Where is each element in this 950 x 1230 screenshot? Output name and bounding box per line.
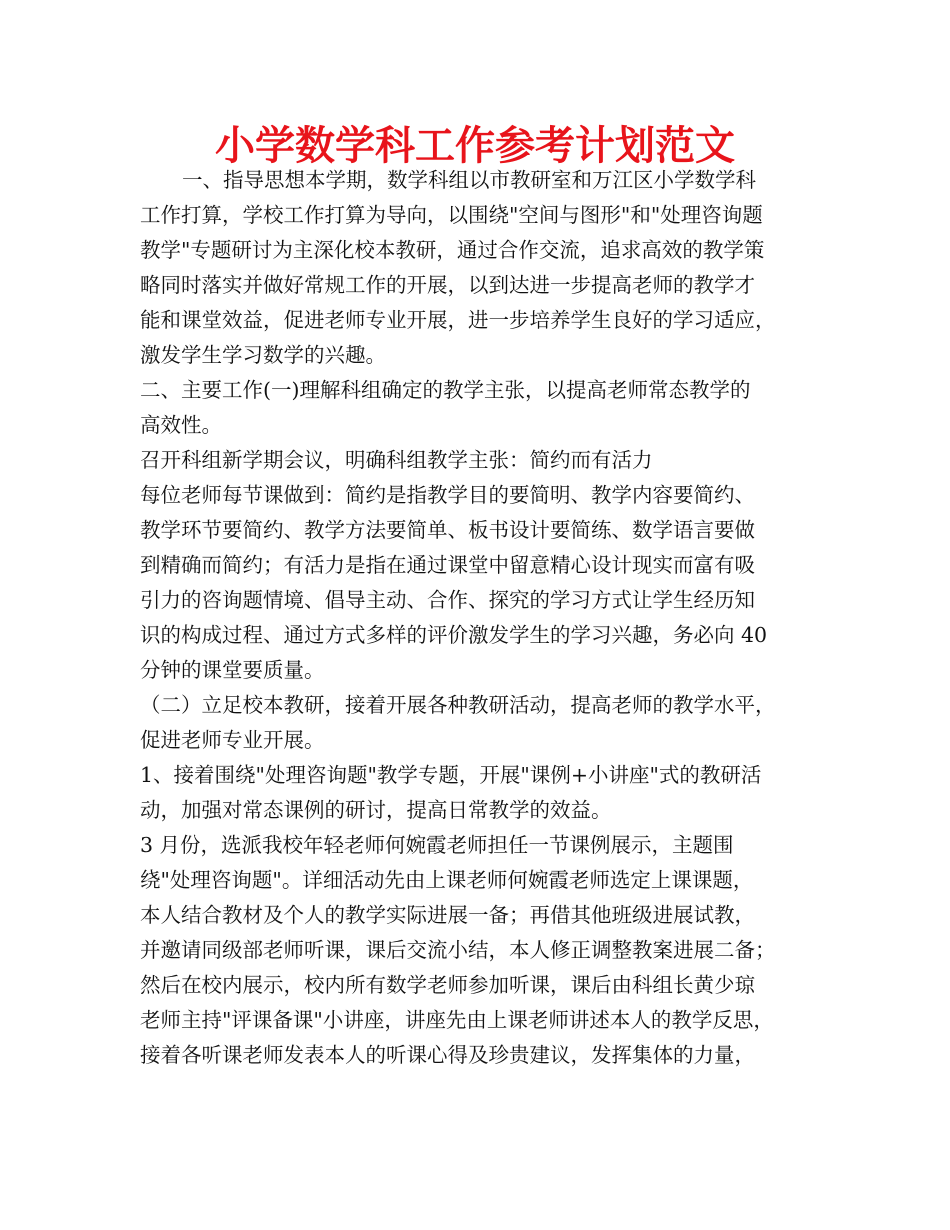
body-line: 老师主持"评课备课"小讲座，讲座先由上课老师讲述本人的教学反思， <box>140 1008 774 1032</box>
body-line: 1、接着围绕"处理咨询题"教学专题，开展"课例+小讲座"式的教研活 <box>140 763 762 787</box>
body-line: 引力的咨询题情境、倡导主动、合作、探究的学习方式让学生经历知 <box>140 588 755 612</box>
body-line: 绕"处理咨询题"。详细活动先由上课老师何婉霞老师选定上课课题， <box>140 868 754 892</box>
body-line: 接着各听课老师发表本人的听课心得及珍贵建议，发挥集体的力量， <box>140 1043 755 1067</box>
body-line: 然后在校内展示，校内所有数学老师参加听课，课后由科组长黄少琼 <box>140 973 755 997</box>
body-line: 识的构成过程、通过方式多样的评价激发学生的学习兴趣，务必向 40 <box>140 623 768 647</box>
body-line: 促进老师专业开展。 <box>140 728 325 752</box>
body-line: 工作打算，学校工作打算为导向，以围绕"空间与图形"和"处理咨询题 <box>140 203 763 227</box>
body-line: 分钟的课堂要质量。 <box>140 658 325 682</box>
body-line: 二、主要工作(一)理解科组确定的教学主张，以提高老师常态教学的 <box>140 378 751 402</box>
body-line: 每位老师每节课做到：简约是指教学目的要简明、教学内容要简约、 <box>140 483 755 507</box>
body-line: 略同时落实并做好常规工作的开展，以到达进一步提高老师的教学才 <box>140 273 755 297</box>
body-line: 召开科组新学期会议，明确科组教学主张：简约而有活力 <box>140 448 653 472</box>
body-line: 到精确而简约；有活力是指在通过课堂中留意精心设计现实而富有吸 <box>140 553 755 577</box>
document-body <box>140 163 830 1073</box>
body-line: （二）立足校本教研，接着开展各种教研活动，提高老师的教学水平， <box>140 693 776 717</box>
body-line: 3 月份，选派我校年轻老师何婉霞老师担任一节课例展示，主题围 <box>140 833 734 857</box>
body-line: 能和课堂效益，促进老师专业开展，进一步培养学生良好的学习适应， <box>140 308 776 332</box>
document-title: 小学数学科工作参考计划范文 <box>215 123 735 169</box>
body-line: 一、指导思想本学期，数学科组以市教研室和万江区小学数学科 <box>182 168 756 192</box>
body-line: 动，加强对常态课例的研讨，提高日常教学的效益。 <box>140 798 612 822</box>
body-line: 教学"专题研讨为主深化校本教研，通过合作交流，追求高效的教学策 <box>140 238 765 262</box>
body-line: 教学环节要简约、教学方法要简单、板书设计要简练、数学语言要做 <box>140 518 755 542</box>
body-line: 激发学生学习数学的兴趣。 <box>140 343 386 367</box>
body-line: 高效性。 <box>140 413 222 437</box>
body-line: 并邀请同级部老师听课，课后交流小结，本人修正调整教案进展二备； <box>140 938 776 962</box>
body-line: 本人结合教材及个人的教学实际进展一备；再借其他班级进展试教， <box>140 903 755 927</box>
